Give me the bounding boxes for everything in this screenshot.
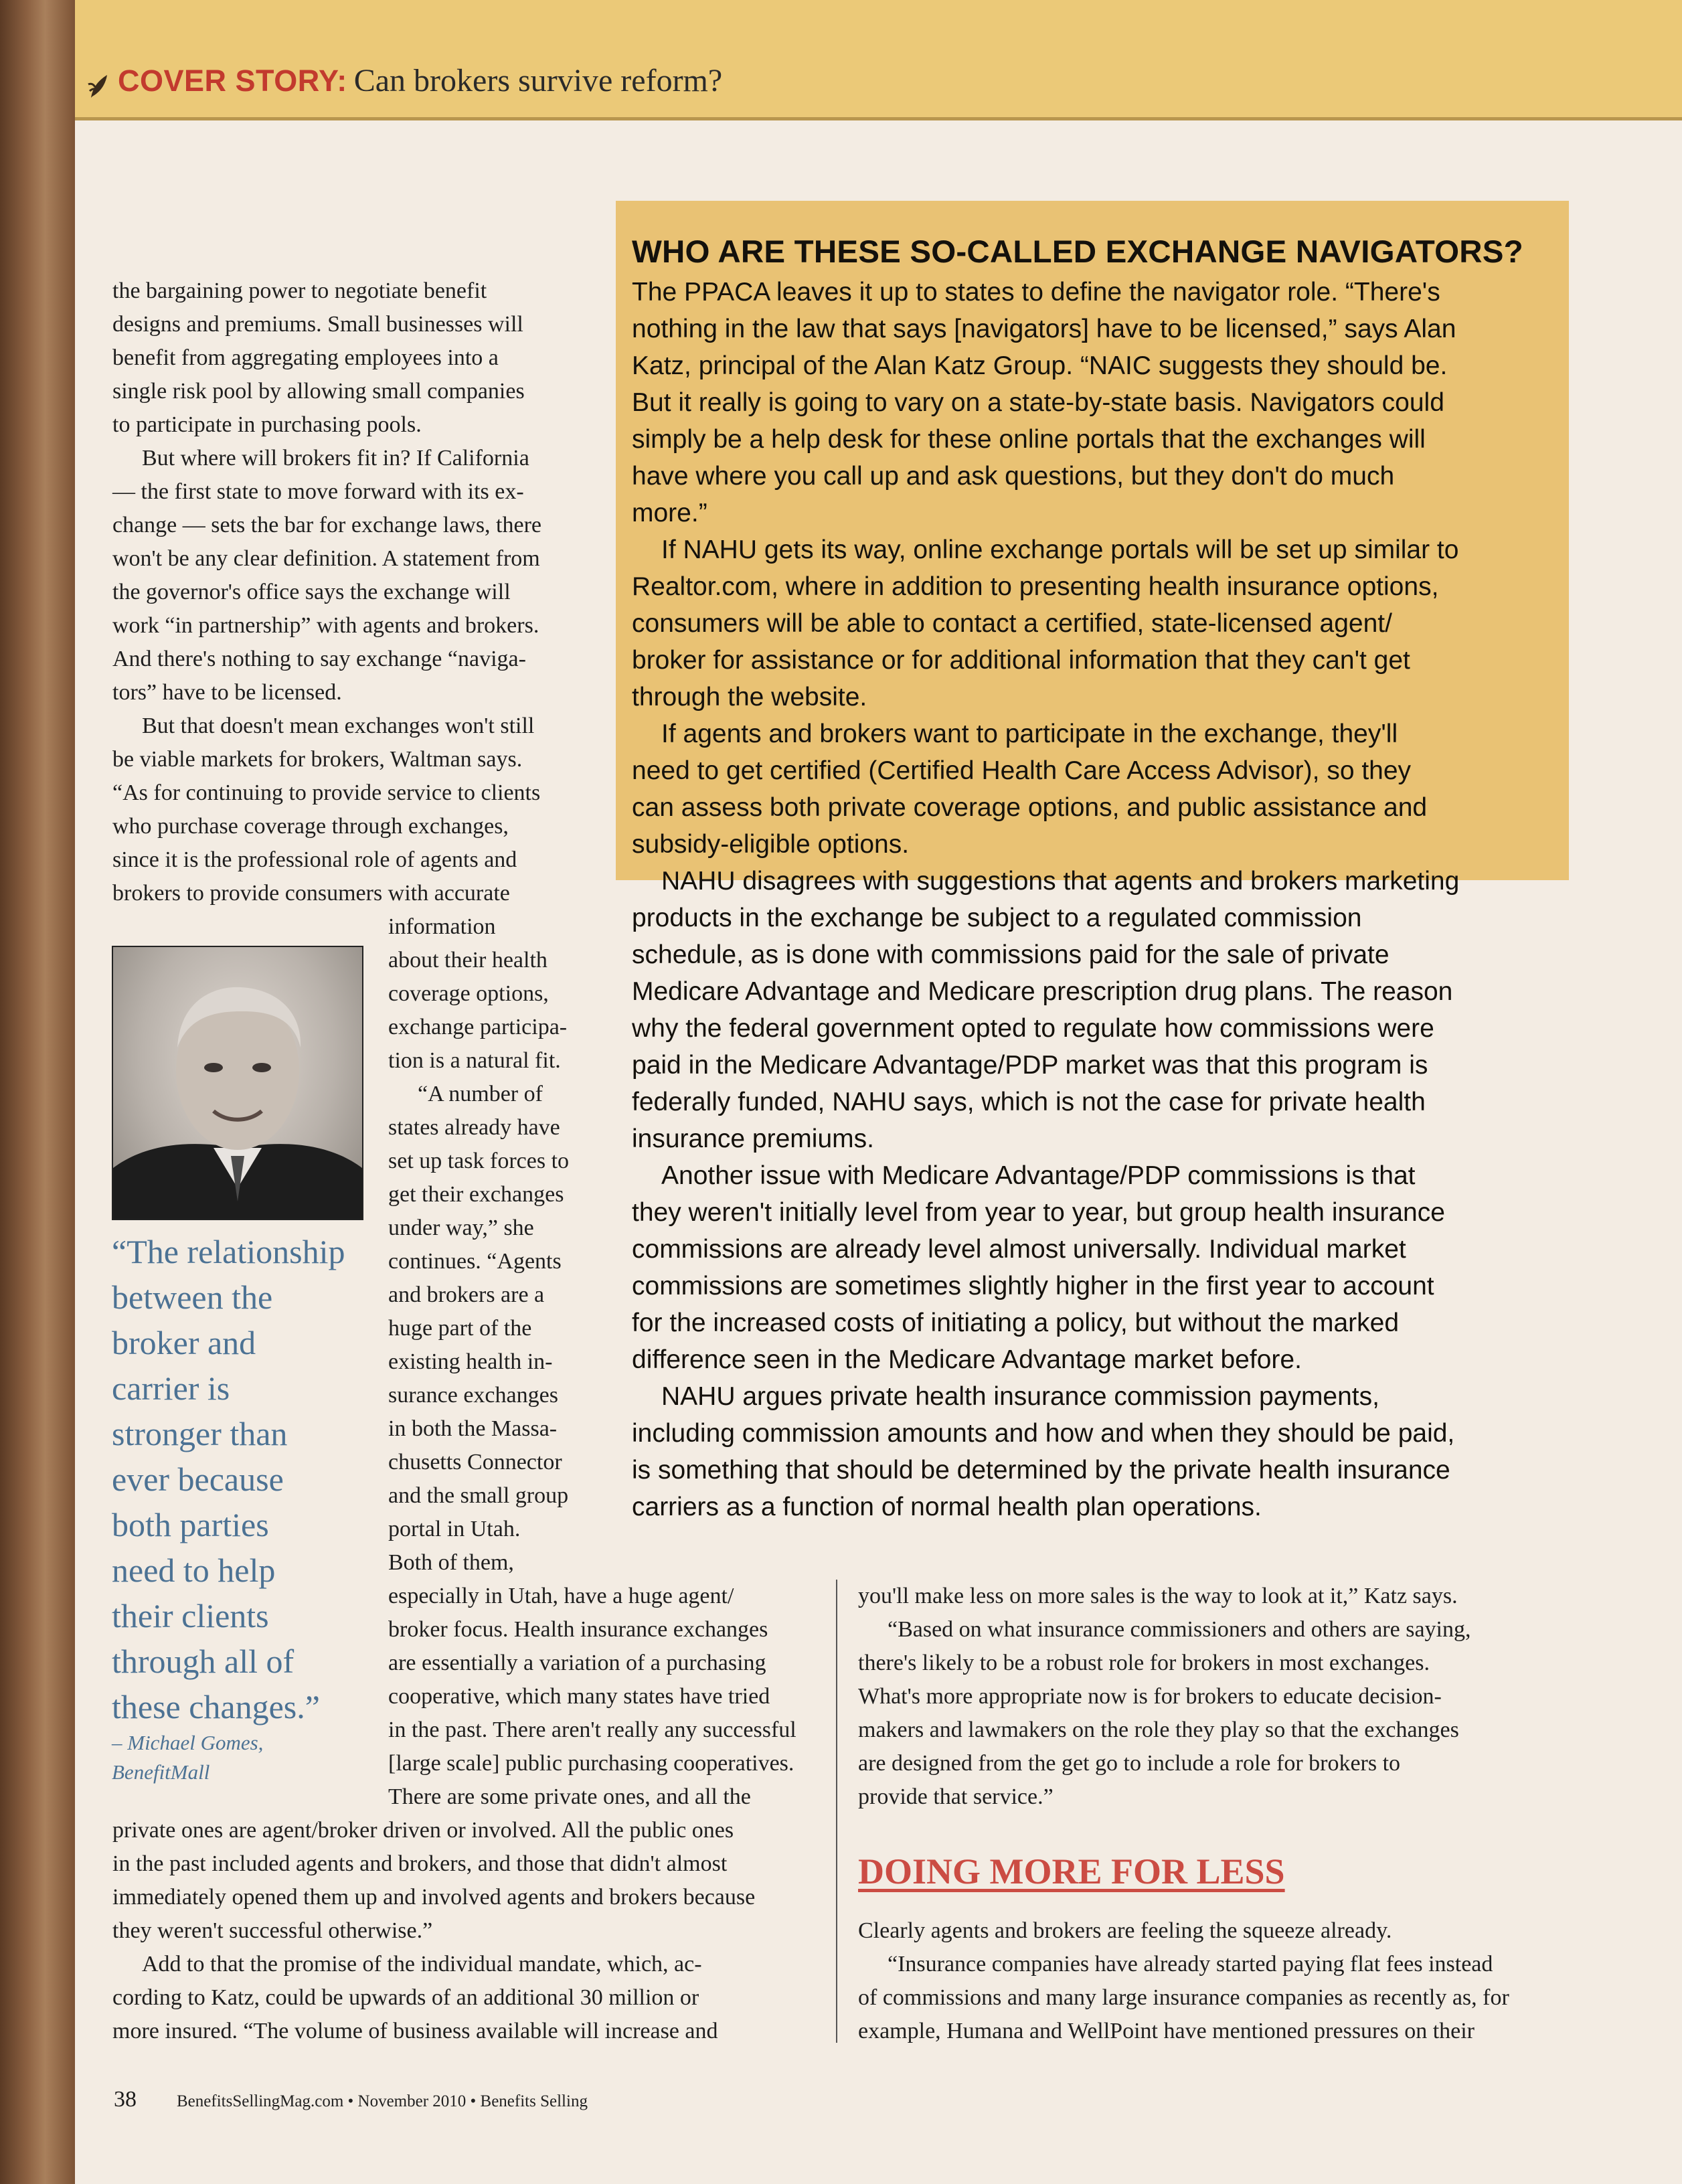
sidebar-line: consumers will be able to contact a certified, state-licensed agent/: [632, 609, 1392, 638]
attribution-line: – Michael Gomes,: [112, 1731, 264, 1754]
sidebar-line: for the increased costs of initiating a policy, but without the marked: [632, 1309, 1400, 1337]
sidebar-line: subsidy-eligible options.: [632, 830, 910, 859]
right-column-bottom: [858, 1914, 1568, 2048]
sidebar-line: can assess both private coverage options, and public assistance and: [632, 793, 1428, 822]
pull-quote-line: their clients: [112, 1597, 269, 1634]
sidebar-title: WHO ARE THESE SO-CALLED EXCHANGE NAVIGATORS?: [632, 234, 1523, 270]
footer-publication: BenefitsSellingMag.com • November 2010 • Benefits Selling: [177, 2092, 588, 2110]
text-line: in both the Massa-: [388, 1416, 558, 1441]
left-column-mid: [388, 1580, 830, 1814]
sidebar-line: nothing in the law that says [navigators] have to be licensed,” says Alan: [632, 315, 1456, 343]
sidebar-line: including commission amounts and how and when they should be paid,: [632, 1419, 1455, 1448]
text-line: tion is a natural fit.: [388, 1048, 561, 1073]
leaf-icon: [86, 71, 112, 100]
pull-quote-line: ever because: [112, 1460, 284, 1498]
pull-quote-line: broker and: [112, 1324, 256, 1361]
sidebar-line: Another issue with Medicare Advantage/PDP commissions is that: [661, 1161, 1416, 1190]
right-column-top: [858, 1580, 1568, 1814]
pull-quote-line: between the: [112, 1278, 273, 1316]
text-line: coverage options,: [388, 981, 549, 1006]
text-line: brokers to provide consumers with accurate: [112, 881, 510, 906]
text-line: the governor's office says the exchange will: [112, 580, 511, 604]
text-line: But where will brokers fit in? If California: [142, 446, 529, 471]
sidebar-line: commissions are sometimes slightly higher in the first year to account: [632, 1272, 1434, 1300]
sidebar-line: is something that should be determined by the private health insurance: [632, 1456, 1450, 1485]
sidebar-line: paid in the Medicare Advantage/PDP market was that this program is: [632, 1051, 1428, 1080]
page-footer: [114, 2087, 588, 2127]
sidebar-line: But it really is going to vary on a state-by-state basis. Navigators could: [632, 388, 1444, 417]
text-line: tors” have to be licensed.: [112, 680, 342, 705]
text-line: [large scale] public purchasing cooperatives.: [388, 1751, 794, 1776]
text-line: example, Humana and WellPoint have mentioned pressures on their: [858, 2019, 1475, 2043]
text-line: portal in Utah.: [388, 1517, 521, 1541]
text-line: There are some private ones, and all the: [388, 1784, 751, 1809]
sidebar-line: Medicare Advantage and Medicare prescription drug plans. The reason: [632, 977, 1453, 1006]
pull-quote-line: need to help: [112, 1551, 276, 1589]
portrait-illustration: [113, 947, 362, 1219]
sidebar-line: more.”: [632, 499, 707, 527]
text-line: private ones are agent/broker driven or involved. All the public ones: [112, 1818, 734, 1843]
text-line: they weren't successful otherwise.”: [112, 1918, 433, 1943]
text-line: be viable markets for brokers, Waltman says.: [112, 747, 523, 772]
text-line: chusetts Connector: [388, 1450, 562, 1475]
pull-quote-line: these changes.”: [112, 1688, 320, 1726]
text-line: continues. “Agents: [388, 1249, 562, 1274]
text-line: in the past included agents and brokers, and those that didn't almost: [112, 1851, 728, 1876]
sidebar-line: Katz, principal of the Alan Katz Group. “NAIC suggests they should be.: [632, 351, 1448, 380]
text-line: of commissions and many large insurance companies as recently as, for: [858, 1985, 1509, 2010]
text-line: benefit from aggregating employees into a: [112, 345, 499, 370]
sidebar-line: If NAHU gets its way, online exchange portals will be set up similar to: [661, 535, 1459, 564]
text-line: won't be any clear definition. A statement from: [112, 546, 540, 571]
text-line: What's more appropriate now is for brokers to educate decision-: [858, 1684, 1442, 1709]
sidebar-line: have where you call up and ask questions, but they don't do much: [632, 462, 1395, 491]
text-line: existing health in-: [388, 1349, 553, 1374]
sidebar-line: products in the exchange be subject to a regulated commission: [632, 904, 1362, 932]
text-line: states already have: [388, 1115, 560, 1140]
text-line: set up task forces to: [388, 1149, 570, 1173]
text-line: provide that service.”: [858, 1784, 1054, 1809]
text-line: change — sets the bar for exchange laws, there: [112, 513, 542, 537]
text-line: And there's nothing to say exchange “naviga-: [112, 647, 526, 671]
text-line: designs and premiums. Small businesses will: [112, 312, 523, 337]
sidebar-line: difference seen in the Medicare Advantage market before.: [632, 1345, 1302, 1374]
column-divider: [836, 1580, 837, 2043]
left-column-narrow: [388, 910, 602, 1580]
text-line: immediately opened them up and involved agents and brokers because: [112, 1885, 756, 1910]
sidebar-line: why the federal government opted to regulate how commissions were: [632, 1014, 1434, 1043]
sidebar-line: broker for assistance or for additional information that they can't get: [632, 646, 1410, 675]
text-line: Add to that the promise of the individual mandate, which, ac-: [142, 1952, 702, 1977]
text-line: single risk pool by allowing small companies: [112, 379, 525, 404]
sidebar-line: NAHU disagrees with suggestions that agents and brokers marketing: [661, 867, 1460, 896]
sidebar-line: If agents and brokers want to participate in the exchange, they'll: [661, 720, 1398, 748]
text-line: under way,” she: [388, 1215, 534, 1240]
text-line: in the past. There aren't really any successful: [388, 1717, 796, 1742]
text-line: you'll make less on more sales is the way to look at it,” Katz says.: [858, 1584, 1458, 1608]
text-line: cooperative, which many states have tried: [388, 1684, 770, 1709]
text-line: are designed from the get go to include a role for brokers to: [858, 1751, 1401, 1776]
text-line: information: [388, 914, 496, 939]
sidebar-line: NAHU argues private health insurance commission payments,: [661, 1382, 1379, 1411]
portrait-photo: [112, 946, 363, 1220]
attribution-line: BenefitMall: [112, 1760, 210, 1784]
page-number: 38: [114, 2087, 137, 2112]
text-line: surance exchanges: [388, 1383, 558, 1408]
text-line: But that doesn't mean exchanges won't still: [142, 713, 535, 738]
cover-story-kicker: COVER STORY:: [118, 64, 347, 98]
sidebar-line: insurance premiums.: [632, 1124, 874, 1153]
text-line: and brokers are a: [388, 1282, 545, 1307]
navigators-sidebar: [616, 201, 1569, 1521]
text-line: broker focus. Health insurance exchanges: [388, 1617, 768, 1642]
text-line: who purchase coverage through exchanges,: [112, 814, 509, 839]
pull-quote-line: stronger than: [112, 1415, 288, 1452]
sidebar-line: Realtor.com, where in addition to presenting health insurance options,: [632, 572, 1439, 601]
text-line: cording to Katz, could be upwards of an additional 30 million or: [112, 1985, 699, 2010]
pull-quote-line: both parties: [112, 1506, 269, 1543]
text-line: — the first state to move forward with its ex-: [112, 479, 524, 504]
header: [86, 62, 722, 109]
pull-quote-line: “The relationship: [112, 1233, 345, 1270]
sidebar-line: through the website.: [632, 683, 867, 711]
leather-edge: [0, 0, 75, 2184]
text-line: about their health: [388, 948, 548, 973]
text-line: get their exchanges: [388, 1182, 564, 1207]
sidebar-line: they weren't initially level from year to year, but group health insurance: [632, 1198, 1445, 1227]
text-line: “Insurance companies have already started paying flat fees instead: [888, 1952, 1493, 1977]
text-line: exchange participa-: [388, 1015, 568, 1039]
text-line: huge part of the: [388, 1316, 532, 1341]
text-line: work “in partnership” with agents and brokers.: [112, 613, 539, 638]
sidebar-line: The PPACA leaves it up to states to define the navigator role. “There's: [632, 278, 1440, 307]
text-line: especially in Utah, have a huge agent/: [388, 1584, 734, 1608]
text-line: “As for continuing to provide service to clients: [112, 780, 541, 805]
sidebar-line: carriers as a function of normal health plan operations.: [632, 1493, 1262, 1521]
pull-quote-line: through all of: [112, 1643, 295, 1680]
sidebar-line: simply be a help desk for these online portals that the exchanges will: [632, 425, 1426, 454]
text-line: Clearly agents and brokers are feeling the squeeze already.: [858, 1918, 1392, 1943]
text-line: makers and lawmakers on the role they play so that the exchanges: [858, 1717, 1459, 1742]
pull-quote-attribution: [112, 1728, 366, 1787]
section-title: DOING MORE FOR LESS: [858, 1851, 1285, 1892]
pull-quote-line: carrier is: [112, 1369, 230, 1407]
text-line: Both of them,: [388, 1550, 514, 1575]
text-line: since it is the professional role of agents and: [112, 847, 517, 872]
sidebar-line: need to get certified (Certified Health Care Access Advisor), so they: [632, 756, 1412, 785]
left-column-top: [112, 274, 608, 910]
text-line: are essentially a variation of a purchasing: [388, 1651, 766, 1675]
text-line: “A number of: [418, 1082, 543, 1106]
pull-quote: [112, 1229, 376, 1730]
sidebar-line: schedule, as is done with commissions paid for the sale of private: [632, 940, 1390, 969]
text-line: there's likely to be a robust role for brokers in most exchanges.: [858, 1651, 1430, 1675]
text-line: “Based on what insurance commissioners and others are saying,: [888, 1617, 1471, 1642]
header-title: Can brokers survive reform?: [353, 63, 723, 98]
text-line: and the small group: [388, 1483, 569, 1508]
text-line: the bargaining power to negotiate benefit: [112, 278, 487, 303]
text-line: more insured. “The volume of business available will increase and: [112, 2019, 718, 2043]
left-column-bottom: [112, 1814, 829, 2048]
sidebar-line: commissions are already level almost universally. Individual market: [632, 1235, 1406, 1264]
text-line: to participate in purchasing pools.: [112, 412, 422, 437]
sidebar-line: federally funded, NAHU says, which is not the case for private health: [632, 1088, 1426, 1116]
